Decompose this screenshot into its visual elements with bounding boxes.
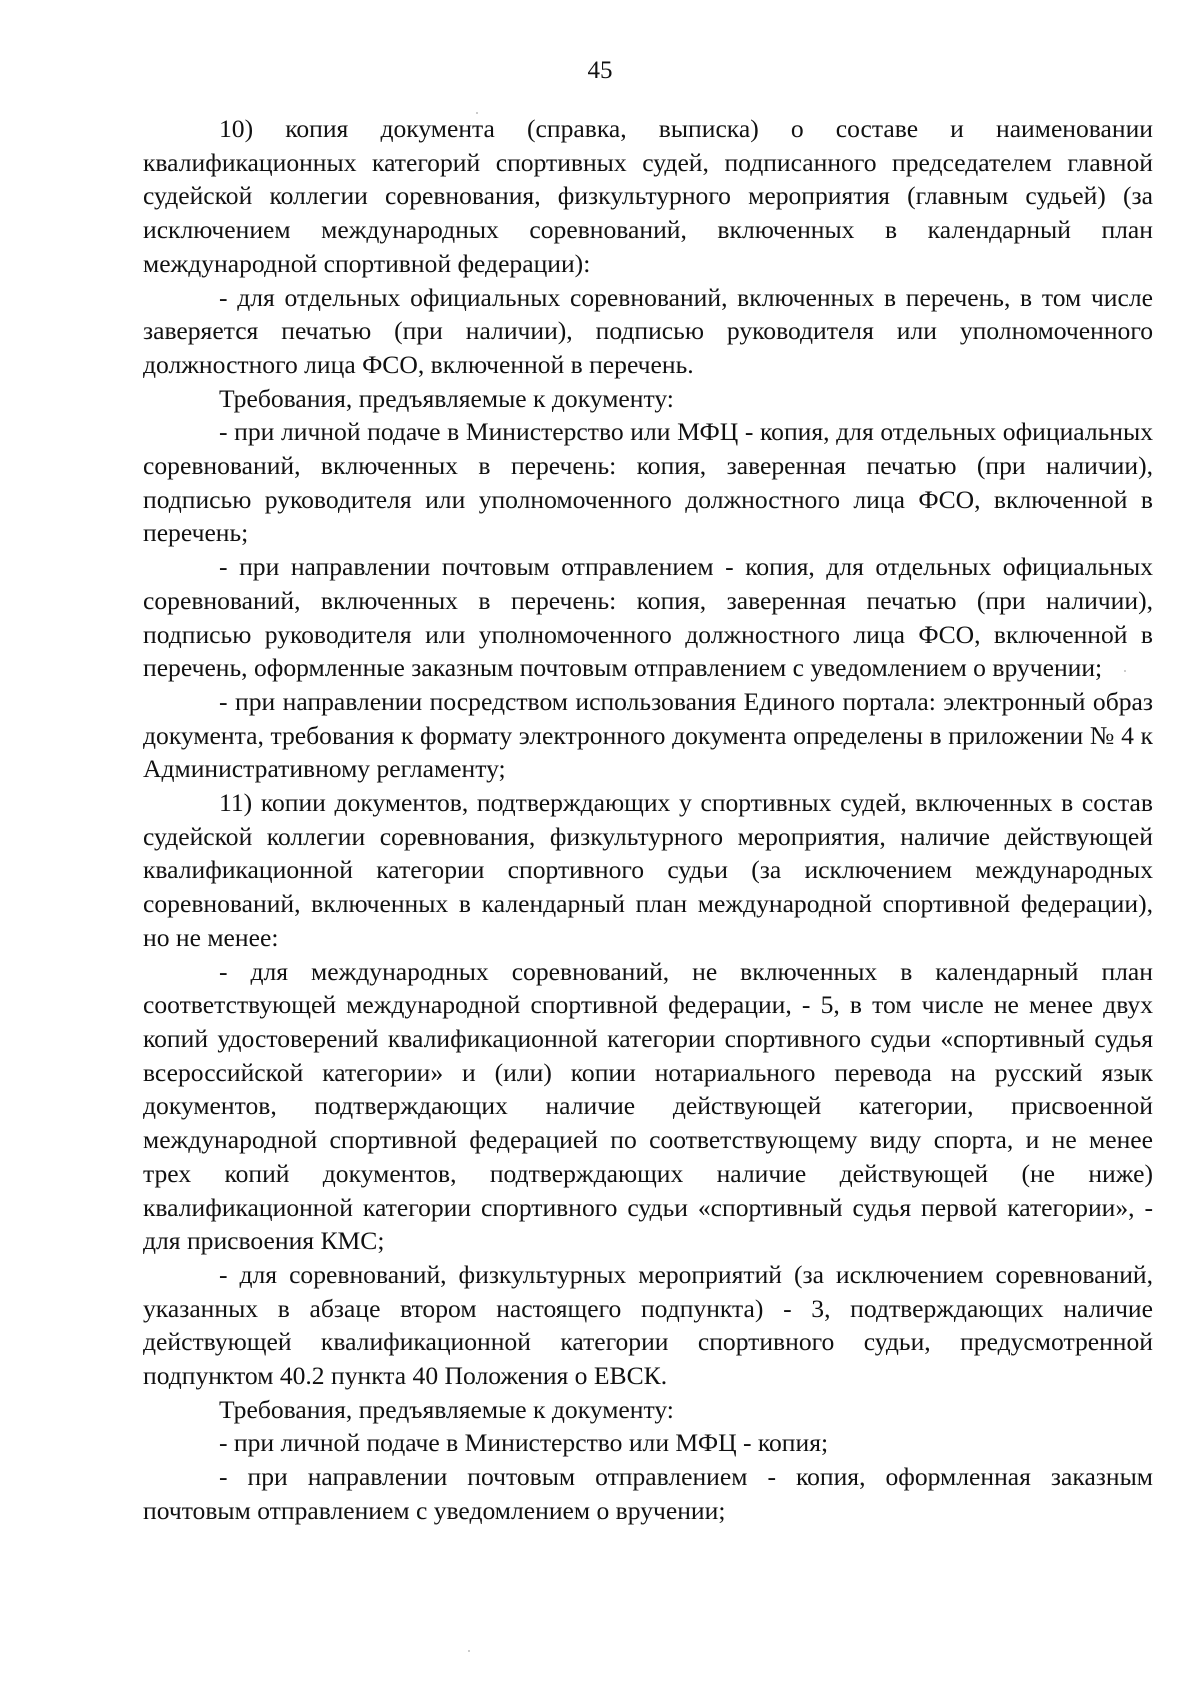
paragraph-postal-submission-2: - при направлении почтовым отправлением - копия, оформленная заказным почтовым отправлением с уведомлением о вручении; bbox=[143, 1462, 1153, 1525]
page-number: 45 bbox=[587, 57, 613, 84]
scan-speck bbox=[468, 1650, 470, 1652]
paragraph-requirements-heading: Требования, предъявляемые к документу: bbox=[219, 383, 674, 413]
paragraph-requirements-heading-2: Требования, предъявляемые к документу: bbox=[219, 1394, 674, 1424]
paragraph-postal-submission: - при направлении почтовым отправлением - копия, для отдельных официальных соревнований, включенных в перечень: копия, заверенная печатью (при наличии), подписью руководителя или уполномоченного должностного лица ФСО, включенной в перечень, оформленные заказным почтовым отправлением с уведомлением о вручении; bbox=[143, 552, 1153, 683]
paragraph-personal-submission: - при личной подаче в Министерство или МФЦ - копия, для отдельных официальных соревнований, включенных в перечень: копия, заверенная печатью (при наличии), подписью руководителя или уполномоченного должностного лица ФСО, включенной в перечень; bbox=[143, 417, 1153, 548]
paragraph-personal-submission-2: - при личной подаче в Министерство или МФЦ - копия; bbox=[219, 1428, 829, 1458]
paragraph-international-competitions: - для международных соревнований, не включенных в календарный план соответствующей международной спортивной федерации, - 5, в том числе не менее двух копий удостоверений квалификационной категории спортивного судьи «спортивный судья всероссийской категории» и (или) копии нотариального перевода на русский язык документов, подтверждающих наличие действующей категории, присвоенной международной спортивной федерацией по соответствующему виду спорта, и не менее трех копий документов, подтверждающих наличие действующей (не ниже) квалификационной категории спортивного судьи «спортивный судья первой категории», - для присвоения КМС; bbox=[143, 956, 1153, 1256]
paragraph-item-11-intro: 11) копии документов, подтверждающих у спортивных судей, включенных в состав судейской коллегии соревнования, физкультурного мероприятия, наличие действующей квалификационной категории спортивного судьи (за исключением международных соревнований, включенных в календарный план международной спортивной федерации), но не менее: bbox=[143, 788, 1153, 952]
paragraph-portal-submission: - при направлении посредством использования Единого портала: электронный образ документа, требования к формату электронного документа определены в приложении № 4 к Административному регламенту; bbox=[143, 686, 1153, 784]
paragraph-item-10-intro: 10) копия документа (справка, выписка) о составе и наименовании квалификационных категорий спортивных судей, подписанного председателем главной судейской коллегии соревнования, физкультурного мероприятия (главным судьей) (за исключением международных соревнований, включенных в календарный план международной спортивной федерации): bbox=[143, 114, 1153, 278]
paragraph-official-competitions: - для отдельных официальных соревнований, включенных в перечень, в том числе заверяется печатью (при наличии), подписью руководителя или уполномоченного должностного лица ФСО, включенной в перечень. bbox=[143, 282, 1153, 379]
document-body bbox=[143, 112, 1153, 1528]
paragraph-other-competitions: - для соревнований, физкультурных мероприятий (за исключением соревнований, указанных в абзаце втором настоящего подпункта) - 3, подтверждающих наличие действующей квалификационной категории спортивного судьи, предусмотренной подпунктом 40.2 пункта 40 Положения о ЕВСК. bbox=[143, 1259, 1153, 1391]
